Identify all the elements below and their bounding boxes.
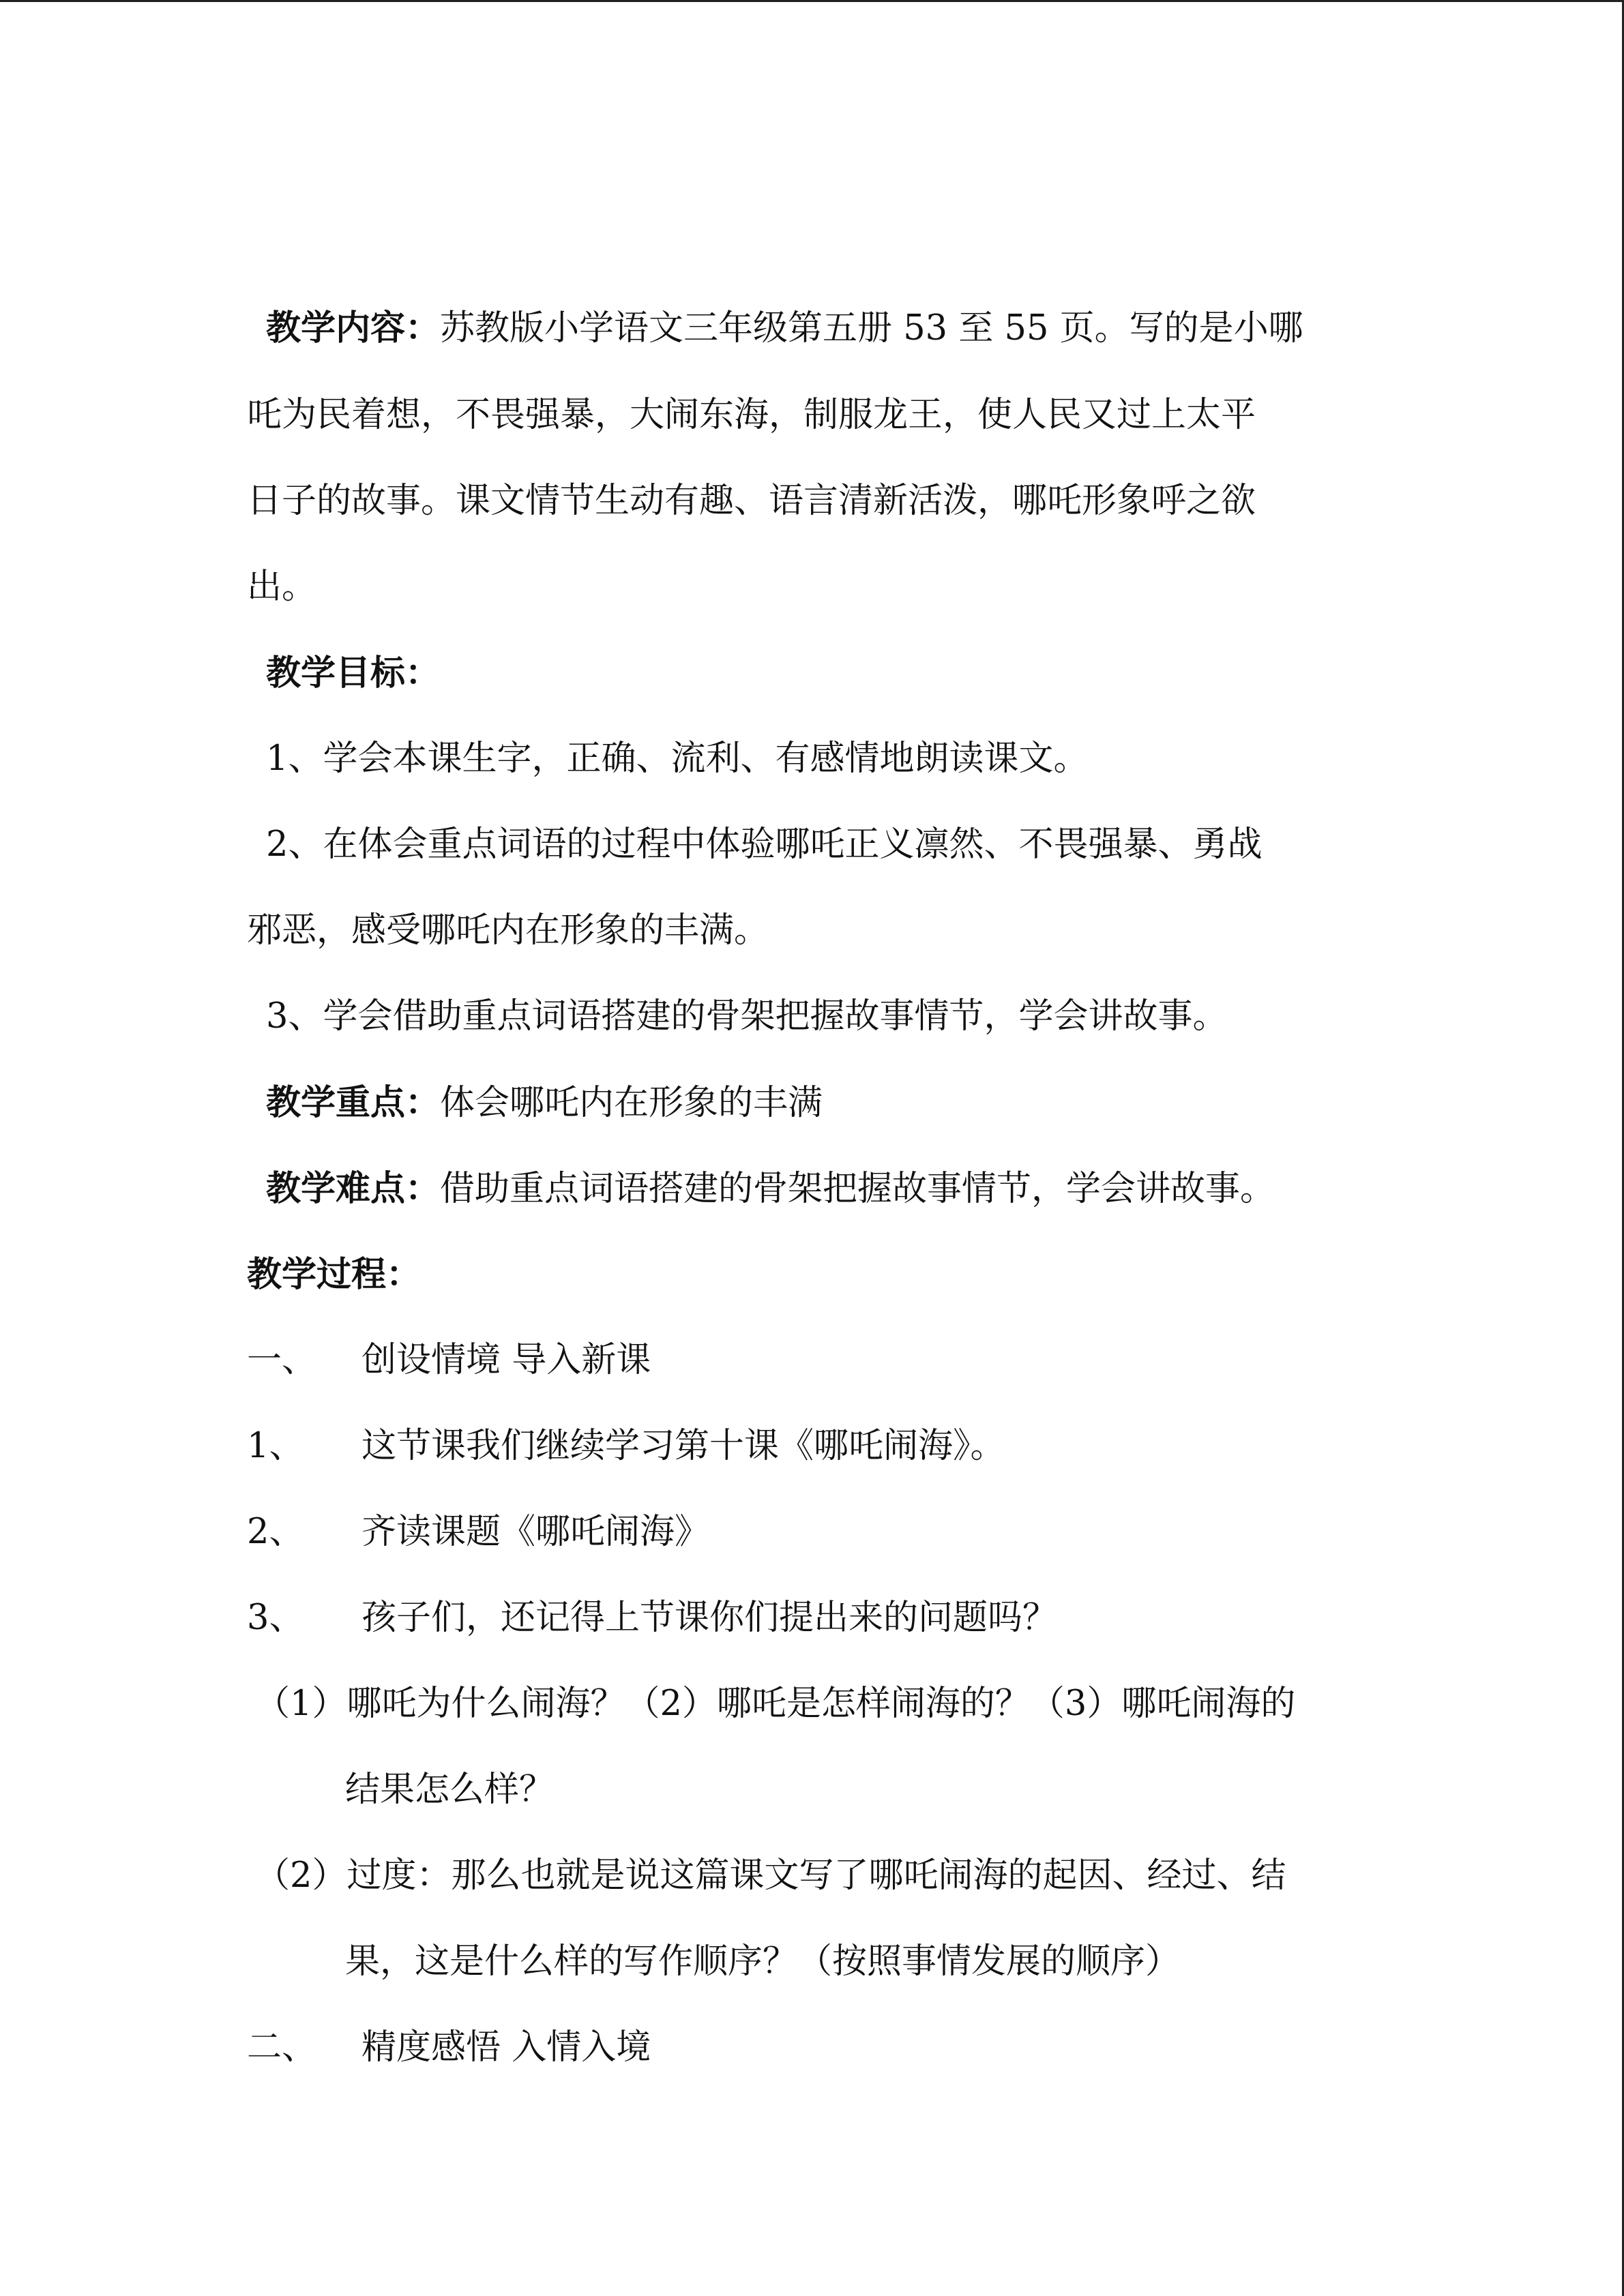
teaching-content-line-4: 出。 (247, 567, 317, 607)
step-2 (247, 1512, 709, 1553)
section-2-title: 精度感悟 入情入境 (361, 2027, 651, 2068)
teaching-goal-1: 1、学会本课生字，正确、流利、有感情地朗读课文。 (266, 739, 1089, 779)
teaching-goal-2-line-1: 2、在体会重点词语的过程中体验哪吒正义凛然、不畏强暴、勇战 (266, 824, 1263, 865)
section-1-number: 一、 (247, 1340, 317, 1380)
teaching-process-label: 教学过程： (247, 1254, 422, 1295)
step-1-number: 1、 (247, 1426, 304, 1466)
difficulty-line (266, 1168, 1275, 1209)
step-2-number: 2、 (247, 1512, 304, 1552)
question-list-line-1: （1）哪吒为什么闹海？（2）哪吒是怎样闹海的？（3）哪吒闹海的 (255, 1684, 1296, 1724)
teaching-content-line-3: 日子的故事。课文情节生动有趣、语言清新活泼，哪吒形象呼之欲 (247, 481, 1256, 521)
teaching-goals-label: 教学目标： (266, 653, 441, 694)
key-point-line (266, 1082, 823, 1123)
key-point-text: 体会哪吒内在形象的丰满 (440, 1083, 823, 1123)
teaching-content-text-1: 苏教版小学语文三年级第五册 53 至 55 页。写的是小哪 (440, 308, 1303, 348)
section-1-heading (247, 1340, 651, 1381)
section-1-title: 创设情境 导入新课 (361, 1340, 651, 1380)
teaching-goal-3: 3、学会借助重点词语搭建的骨架把握故事情节，学会讲故事。 (266, 996, 1228, 1037)
difficulty-text: 借助重点词语搭建的骨架把握故事情节，学会讲故事。 (440, 1169, 1275, 1209)
transition-line-1: （2）过度：那么也就是说这篇课文写了哪吒闹海的起因、经过、结 (255, 1855, 1286, 1896)
difficulty-label: 教学难点： (266, 1168, 441, 1209)
step-3-text: 孩子们，还记得上节课你们提出来的问题吗？ (361, 1598, 1058, 1638)
section-2-heading (247, 2027, 651, 2068)
teaching-content-line-2: 吒为民着想，不畏强暴，大闹东海，制服龙王，使人民又过上太平 (247, 395, 1256, 435)
teaching-content-line-1 (266, 308, 1303, 348)
step-3 (247, 1598, 1057, 1639)
teaching-content-label: 教学内容： (266, 308, 441, 348)
section-2-number: 二、 (247, 2027, 317, 2068)
teaching-goal-2-line-2: 邪恶，感受哪吒内在形象的丰满。 (247, 910, 769, 951)
key-point-label: 教学重点： (266, 1082, 441, 1123)
step-2-text: 齐读课题《哪吒闹海》 (361, 1512, 710, 1552)
step-1 (247, 1426, 1005, 1467)
step-3-number: 3、 (247, 1598, 304, 1638)
transition-line-2: 果，这是什么样的写作顺序？（按照事情发展的顺序） (345, 1941, 1181, 1982)
question-list-line-2: 结果怎么样？ (345, 1770, 555, 1810)
step-1-text: 这节课我们继续学习第十课《哪吒闹海》。 (361, 1426, 1005, 1466)
